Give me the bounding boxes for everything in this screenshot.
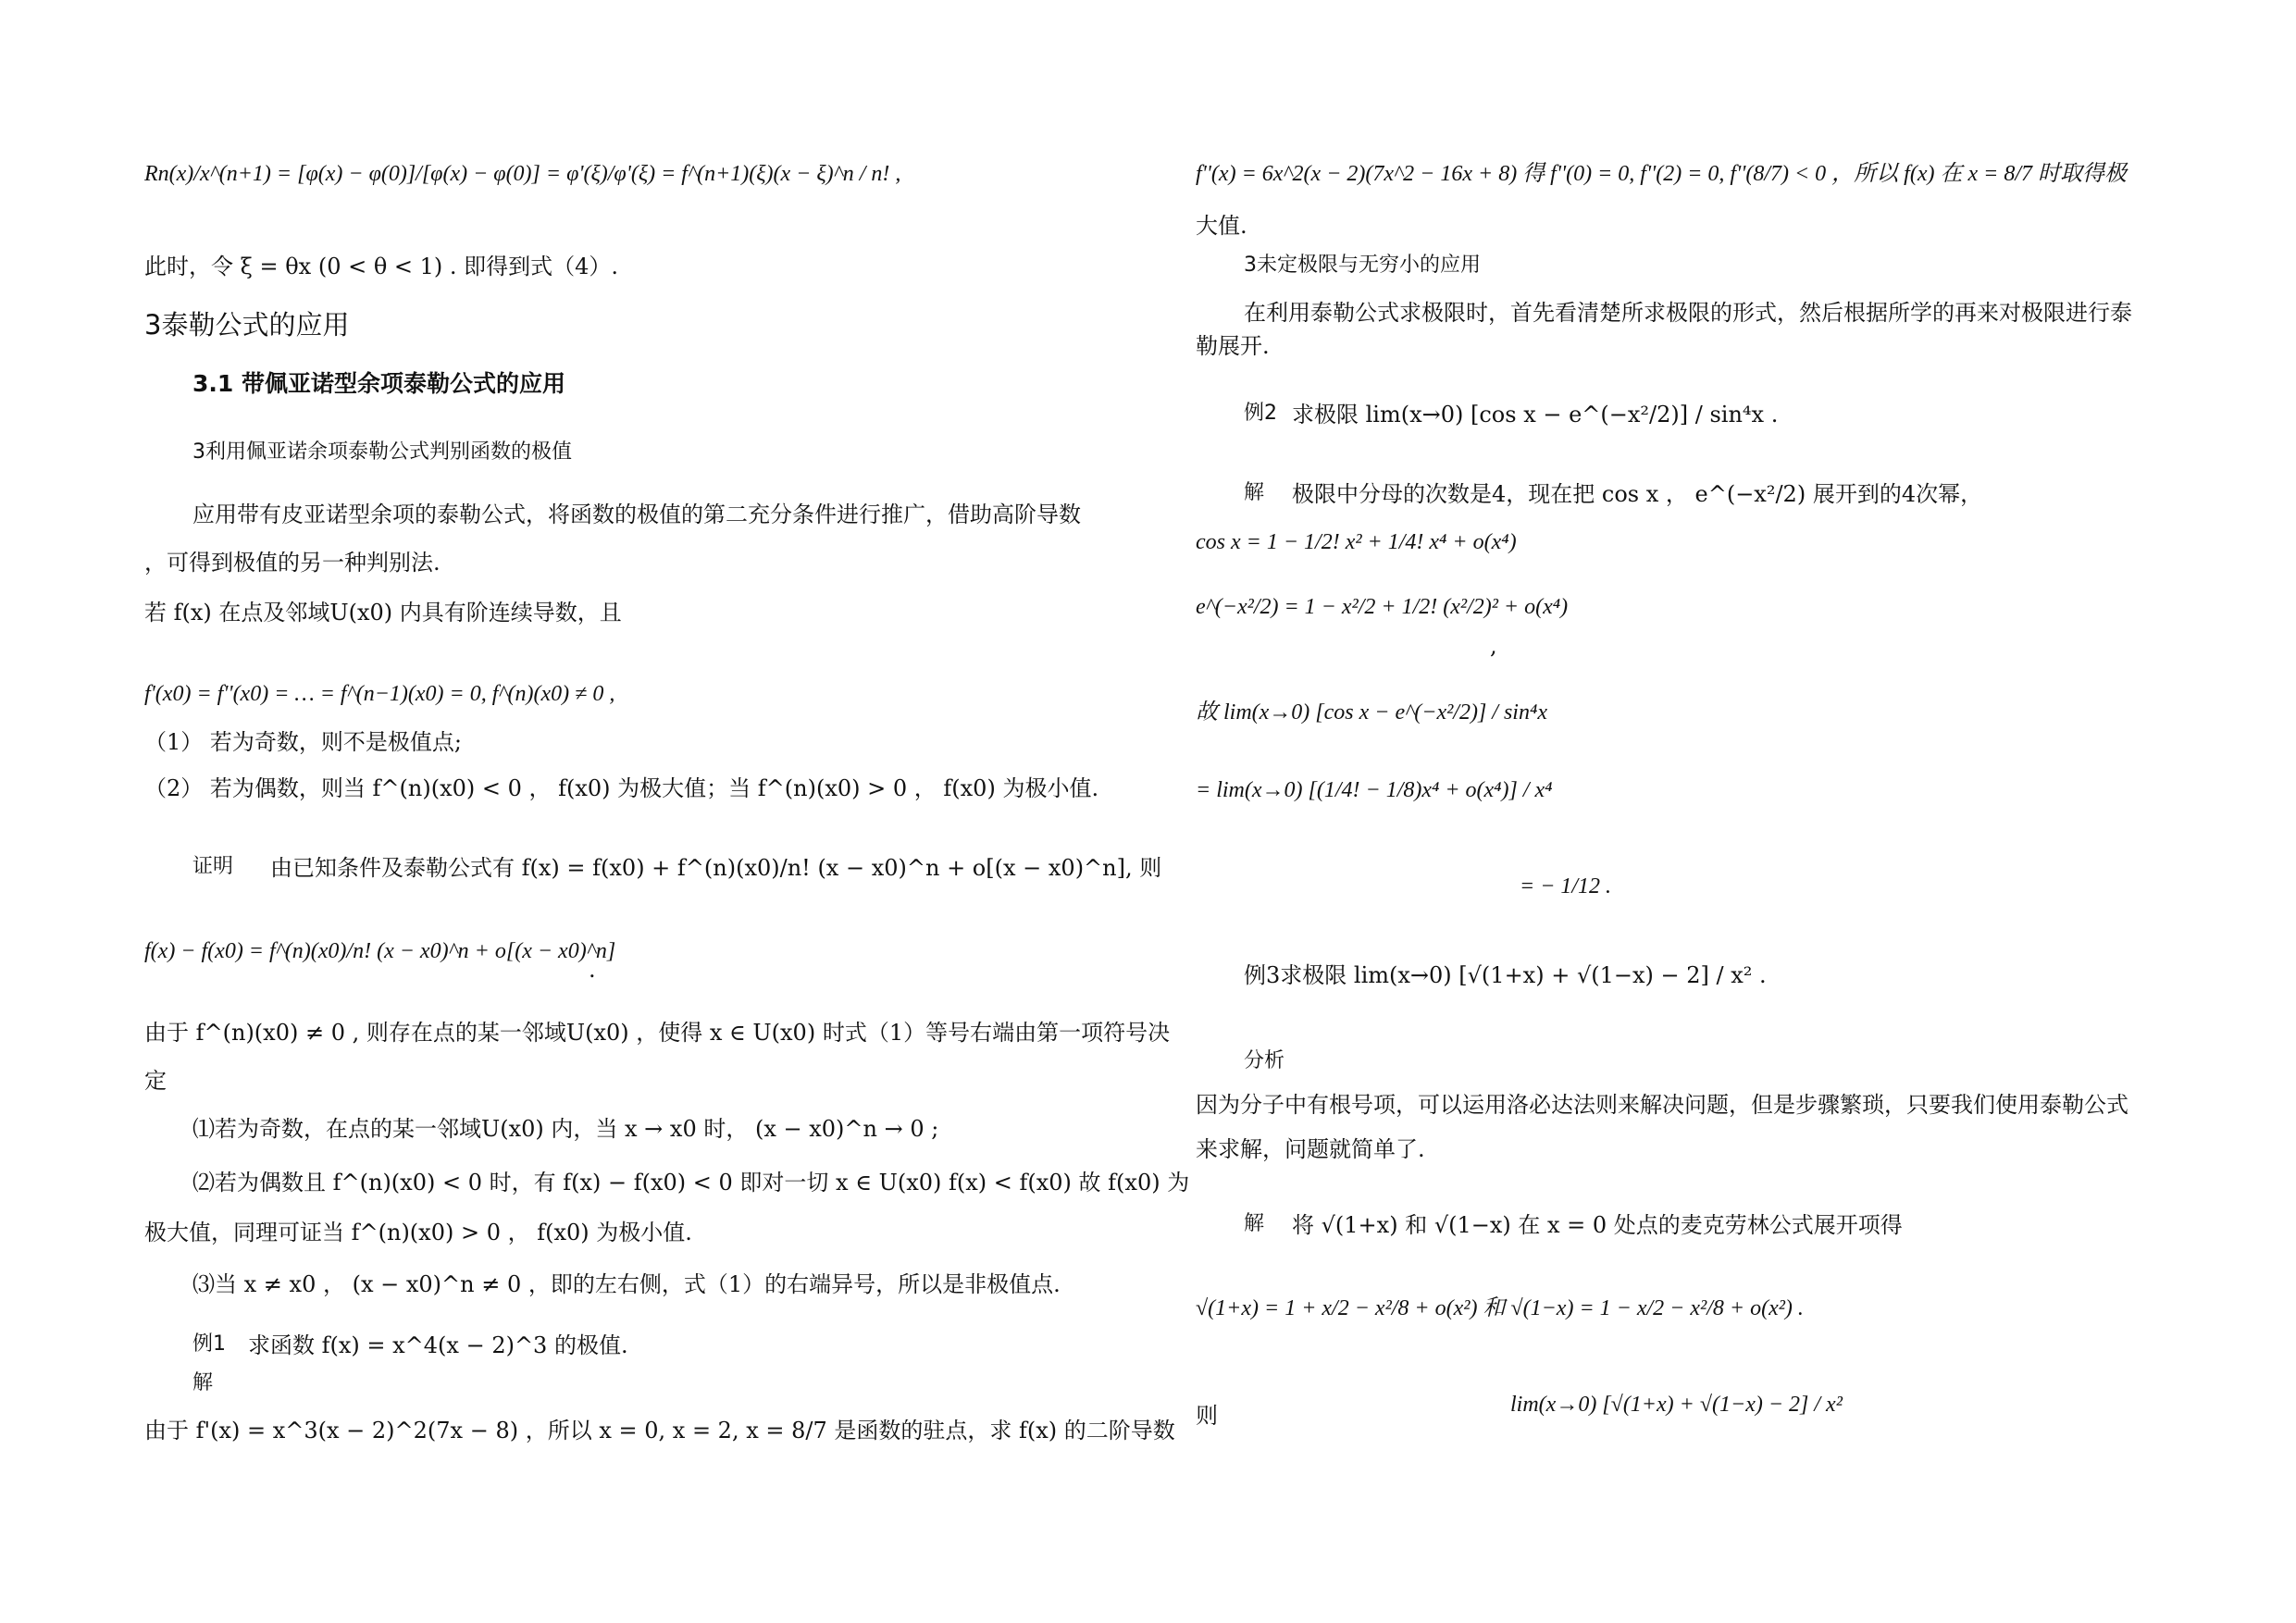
example1-text: 求函数 f(x) = x^4(x − 2)^3 的极值. [248, 1332, 628, 1358]
solution-label: 解 [192, 1371, 214, 1394]
solution-label: 解 [1244, 1212, 1265, 1235]
paragraph-line: 应用带有皮亚诺型余项的泰勒公式，将函数的极值的第二充分条件进行推广，借助高阶导数 [192, 502, 1081, 527]
proof-text: 由已知条件及泰勒公式有 f(x) = f(x0) + f^(n)(x0)/n! (x − x0)^n + o[(x − x0)^n], 则 [270, 855, 1162, 881]
paragraph-line: 大值. [1196, 213, 1247, 239]
formula-final-limit: lim(x→0) [√(1+x) + √(1−x) − 2] / x² [1510, 1393, 1843, 1417]
then-label: 则 [1196, 1403, 1218, 1429]
example2-label: 例2 [1244, 402, 1277, 425]
subsubsection-heading: 3未定极限与无穷小的应用 [1244, 254, 1481, 277]
paragraph-line: 由于 f'(x) = x^3(x − 2)^2(7x − 8) ，所以 x = 0, x = 2, x = 8/7 是函数的驻点，求 f(x) 的二阶导数 [144, 1418, 1175, 1443]
text-substitution: 此时，令 ξ = θx (0 < θ < 1) . 即得到式（4）. [144, 254, 619, 279]
case-even: （2） 若为偶数，则当 f^(n)(x0) < 0 ， f(x0) 为极大值；当 f^(n)(x0) > 0 ， f(x0) 为极小值. [144, 775, 1099, 801]
subsubsection-heading: 3利用佩亚诺余项泰勒公式判别函数的极值 [192, 440, 572, 464]
formula-proof: f(x) − f(x0) = f^(n)(x0)/n! (x − x0)^n + o[(x − x0)^n] [144, 939, 616, 963]
example3: 例3求极限 lim(x→0) [√(1+x) + √(1−x) − 2] / x² . [1244, 962, 1767, 988]
example1-label: 例1 [192, 1332, 226, 1356]
formula-proof-end: . [589, 957, 596, 983]
paragraph-line: 若 f(x) 在点及邻域U(x0) 内具有阶连续导数，且 [144, 600, 622, 626]
solution-text: 将 √(1+x) 和 √(1−x) 在 x = 0 处点的麦克劳林公式展开项得 [1292, 1212, 1903, 1238]
paragraph-line: 由于 f^(n)(x0) ≠ 0 , 则存在点的某一邻域U(x0) ，使得 x ∈ U(x0) 时式（1）等号右端由第一项符号决 [144, 1020, 1171, 1046]
solution-text: 极限中分母的次数是4，现在把 cos x ， e^(−x²/2) 展开到的4次幂， [1292, 481, 1983, 507]
formula-limit-step2: = lim(x→0) [(1/4! − 1/8)x⁴ + o(x⁴)] / x⁴ [1196, 778, 1553, 802]
formula-limit-step1: 故 lim(x→0) [cos x − e^(−x²/2)] / sin⁴x [1196, 700, 1547, 725]
paragraph-line: 在利用泰勒公式求极限时，首先看清楚所求极限的形式，然后根据所学的再来对极限进行泰 [1244, 300, 2132, 326]
formula-limit-result: = − 1/12 . [1520, 874, 1612, 898]
section-heading: 3泰勒公式的应用 [144, 309, 350, 341]
formula-sqrt-expansions: √(1+x) = 1 + x/2 − x²/8 + o(x²) 和 √(1−x) = 1 − x/2 − x²/8 + o(x²) . [1196, 1296, 1804, 1320]
subsection-heading: 3.1 带佩亚诺型余项泰勒公式的应用 [192, 370, 565, 397]
paragraph-line: 勒展开. [1196, 333, 1270, 359]
paragraph-line: 来求解，问题就简单了. [1196, 1136, 1425, 1162]
example2-text: 求极限 lim(x→0) [cos x − e^(−x²/2)] / sin⁴x . [1292, 402, 1779, 427]
paragraph-line: ，可得到极值的另一种判别法. [144, 550, 441, 576]
item-even: ⑵若为偶数且 f^(n)(x0) < 0 时，有 f(x) − f(x0) < 0 即对一切 x ∈ U(x0) f(x) < f(x0) 故 f(x0) 为 [192, 1170, 1190, 1196]
solution-label: 解 [1244, 481, 1265, 504]
formula-exp-end: , [1490, 633, 1497, 659]
analysis-label: 分析 [1244, 1049, 1285, 1072]
formula-second-derivative: f''(x) = 6x^2(x − 2)(7x^2 − 16x + 8) 得 f''(0) = 0, f''(2) = 0, f''(8/7) < 0 ，所以 f(x) 在 x = 8/7 时取得极 [1196, 162, 2128, 186]
formula-derivative-conditions: f'(x0) = f''(x0) = … = f^(n−1)(x0) = 0, f^(n)(x0) ≠ 0 , [144, 682, 615, 706]
formula-exp-expansion: e^(−x²/2) = 1 − x²/2 + 1/2! (x²/2)² + o(x⁴) [1196, 595, 1569, 619]
item-nonextremum: ⑶当 x ≠ x0 ， (x − x0)^n ≠ 0 ，即的左右侧，式（1）的右端异号，所以是非极值点. [192, 1271, 1061, 1297]
formula-cos-expansion: cos x = 1 − 1/2! x² + 1/4! x⁴ + o(x⁴) [1196, 530, 1517, 554]
formula-remainder-ratio: Rn(x)/x^(n+1) = [φ(x) − φ(0)]/[φ(x) − φ(0)] = φ'(ξ)/φ'(ξ) = f^(n+1)(ξ)(x − ξ)^n / n! , [144, 162, 901, 186]
paragraph-line: 定 [144, 1068, 167, 1094]
case-odd: （1） 若为奇数，则不是极值点; [144, 729, 462, 755]
proof-label: 证明 [192, 855, 234, 878]
item-even-cont: 极大值，同理可证当 f^(n)(x0) > 0 ， f(x0) 为极小值. [144, 1220, 692, 1245]
item-odd: ⑴若为奇数，在点的某一邻域U(x0) 内，当 x → x0 时， (x − x0)^n → 0 ; [192, 1116, 939, 1142]
paragraph-line: 因为分子中有根号项，可以运用洛必达法则来解决问题，但是步骤繁琐，只要我们使用泰勒公式 [1196, 1092, 2128, 1118]
